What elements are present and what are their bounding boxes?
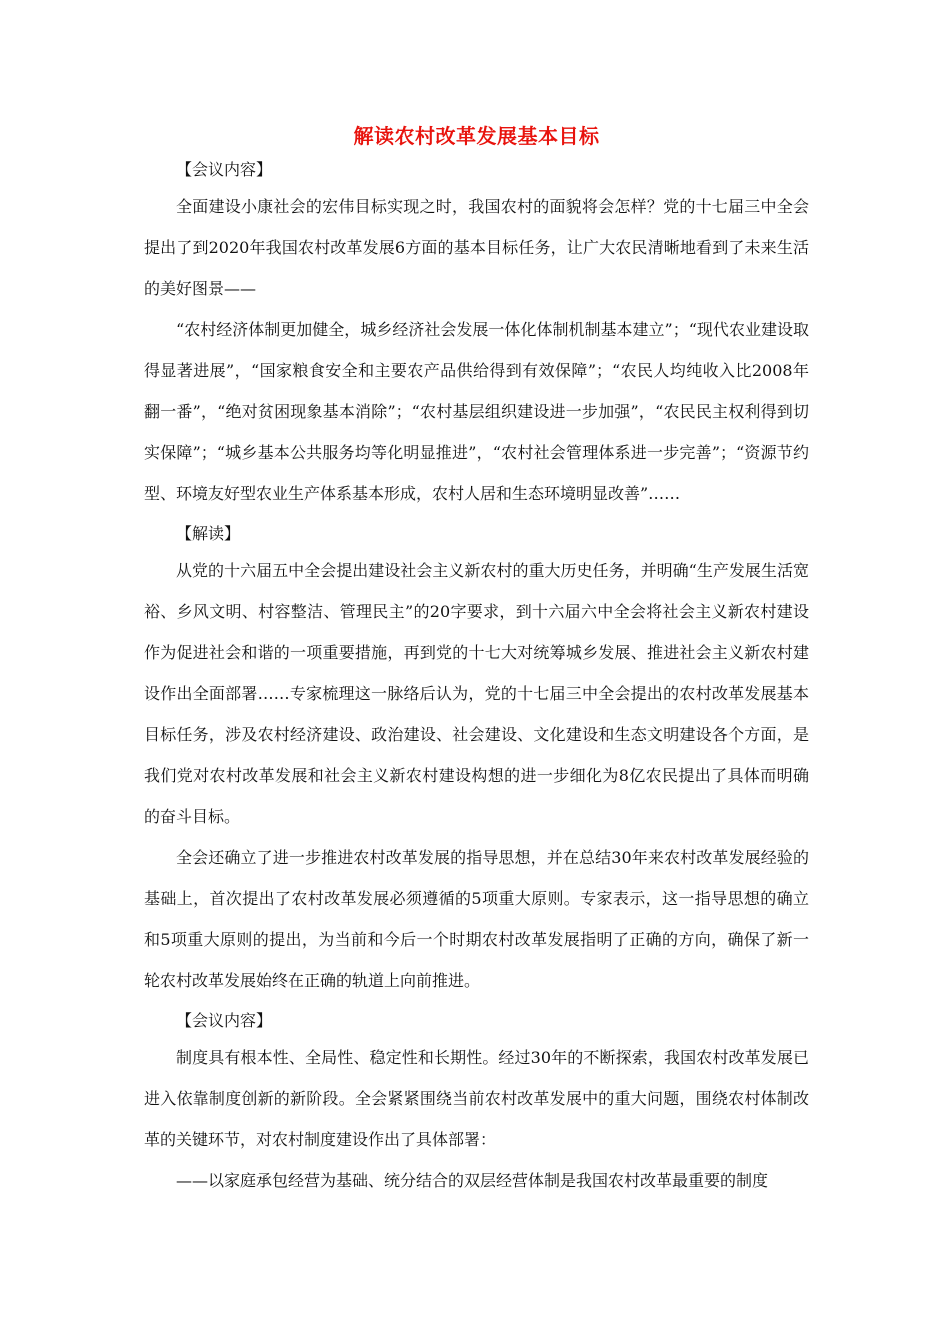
paragraph: 制度具有根本性、全局性、稳定性和长期性。经过30年的不断探索，我国农村改革发展已进入依靠制度创新的新阶段。全会紧紧围绕当前农村改革发展中的重大问题，围绕农村体制改革的关键环节，对农村制度建设作出了具体部署： [144, 1048, 809, 1149]
section-label: 【会议内容】 [176, 1011, 273, 1030]
paragraph: 全会还确立了进一步推进农村改革发展的指导思想，并在总结30年来农村改革发展经验的基础上，首次提出了农村改革发展必须遵循的5项重大原则。专家表示，这一指导思想的确立和5项重大原则的提出，为当前和今后一个时期农村改革发展指明了正确的方向，确保了新一轮农村改革发展始终在正确的轨道上向前推进。 [144, 848, 809, 990]
document-title: 解读农村改革发展基本目标 [353, 124, 600, 148]
paragraph: ——以家庭承包经营为基础、统分结合的双层经营体制是我国农村改革最重要的制度 [176, 1171, 769, 1190]
section-2 [144, 522, 809, 1001]
section-3 [144, 1009, 809, 1201]
document-page [144, 112, 809, 1201]
section-1 [144, 158, 809, 514]
section-label: 【解读】 [176, 524, 241, 543]
paragraph: 从党的十六届五中全会提出建设社会主义新农村的重大历史任务，并明确“生产发展生活宽裕、乡风文明、村容整洁、管理民主”的20字要求，到十六届六中全会将社会主义新农村建设作为促进社会和谐的一项重要措施，再到党的十七大对统筹城乡发展、推进社会主义新农村建设作出全面部署……专家梳理这一脉络后认为，党的十七届三中全会提出的农村改革发展基本目标任务，涉及农村经济建设、政治建设、社会建设、文化建设和生态文明建设各个方面，是我们党对农村改革发展和社会主义新农村建设构想的进一步细化为8亿农民提出了具体而明确的奋斗目标。 [144, 561, 809, 826]
section-label: 【会议内容】 [176, 160, 273, 179]
paragraph: “农村经济体制更加健全，城乡经济社会发展一体化体制机制基本建立”；“现代农业建设取得显著进展”，“国家粮食安全和主要农产品供给得到有效保障”；“农民人均纯收入比2008年翻一番”，“绝对贫困现象基本消除”；“农村基层组织建设进一步加强”，“农民民主权利得到切实保障”；“城乡基本公共服务均等化明显推进”，“农村社会管理体系进一步完善”；“资源节约型、环境友好型农业生产体系基本形成，农村人居和生态环境明显改善”…… [144, 320, 809, 503]
paragraph: 全面建设小康社会的宏伟目标实现之时，我国农村的面貌将会怎样？党的十七届三中全会提出了到2020年我国农村改革发展6方面的基本目标任务，让广大农民清晰地看到了未来生活的美好图景—— [144, 197, 809, 298]
